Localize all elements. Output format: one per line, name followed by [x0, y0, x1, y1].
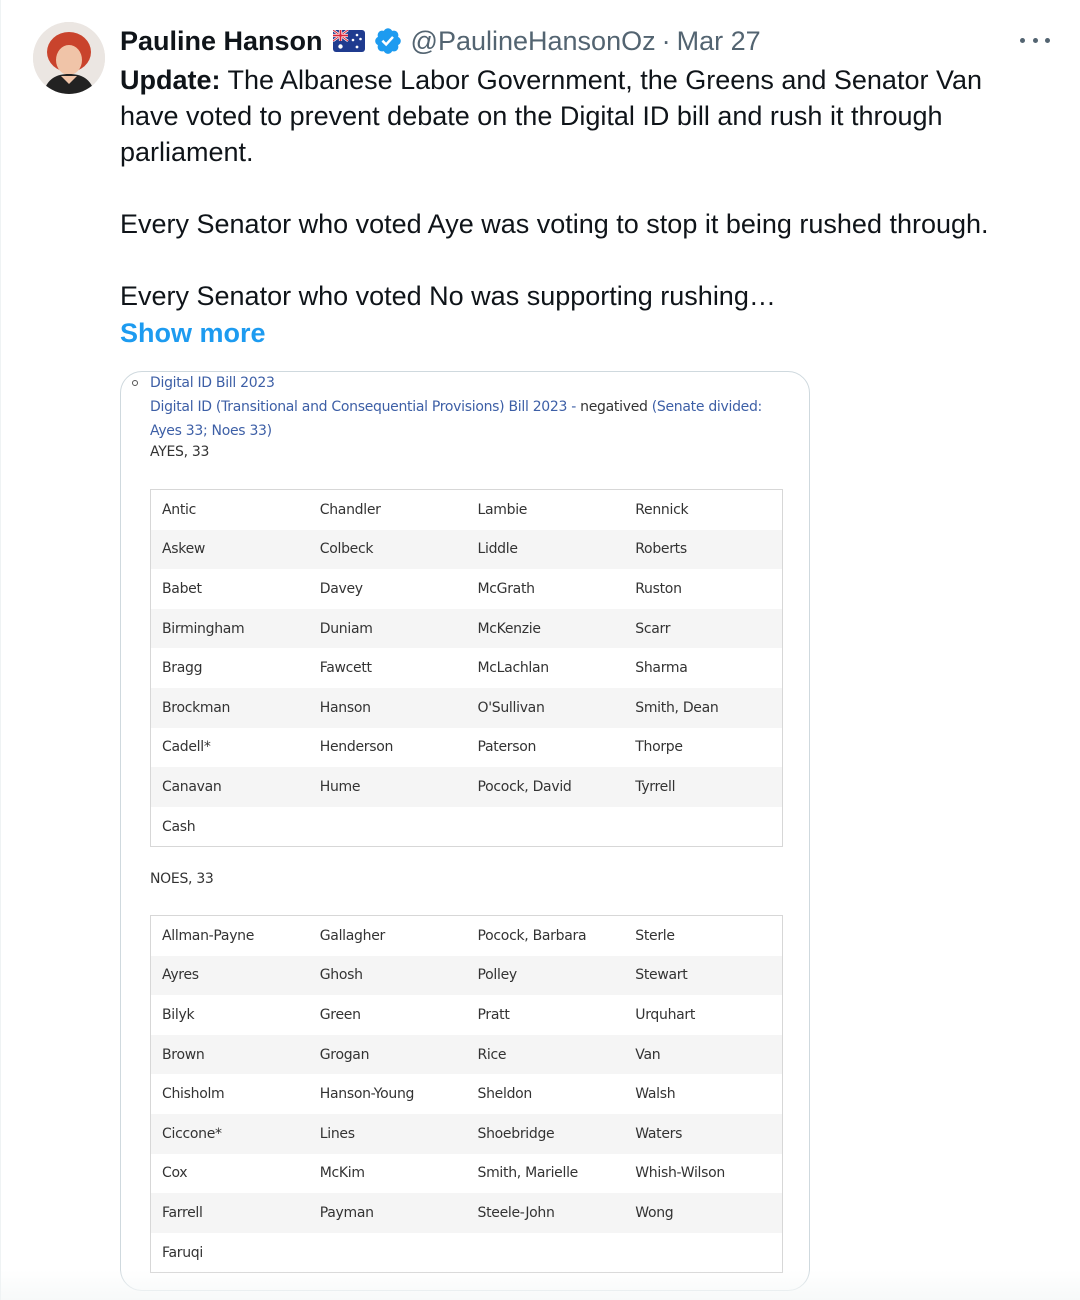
tweet-header: [120, 22, 761, 60]
senator-name-cell: Waters: [635, 1125, 683, 1142]
senator-name-cell: Chandler: [319, 501, 381, 518]
senator-name-cell: Hume: [319, 778, 361, 795]
senator-name-cell: Smith, Dean: [635, 699, 719, 716]
tweet-paragraph-1: The Albanese Labor Government, the Greens and Senator Van have voted to prevent debate on the Digital ID bill and rush it through parliament.: [120, 65, 982, 167]
table-row: [151, 1193, 782, 1233]
senator-name-cell: Babet: [162, 580, 202, 597]
senator-name-cell: Cadell*: [162, 739, 211, 756]
table-row: [151, 1114, 782, 1154]
senator-name-cell: Birmingham: [162, 620, 245, 637]
senator-name-cell: Davey: [319, 580, 363, 597]
senator-name-cell: Rice: [477, 1046, 507, 1063]
senator-name-cell: Tyrrell: [635, 778, 676, 795]
senator-name-cell: Shoebridge: [477, 1125, 555, 1142]
table-row: [151, 916, 782, 956]
senator-name-cell: Whish-Wilson: [635, 1165, 725, 1182]
table-row: [151, 995, 782, 1035]
tweet-paragraph-3: Every Senator who voted No was supporting rushing…: [120, 281, 776, 311]
australia-flag-icon: [333, 30, 365, 52]
senator-name-cell: Canavan: [162, 778, 222, 795]
table-row: [151, 807, 782, 847]
noes-table: [150, 915, 783, 1273]
senator-name-cell: Allman-Payne: [162, 927, 255, 944]
senator-name-cell: McKenzie: [477, 620, 541, 637]
senator-name-cell: Antic: [162, 501, 197, 518]
avatar-image: [33, 22, 105, 94]
bill-title-link[interactable]: Digital ID Bill 2023: [150, 375, 275, 391]
senator-name-cell: Farrell: [162, 1204, 203, 1221]
senator-name-cell: Rennick: [635, 501, 689, 518]
senator-name-cell: Askew: [162, 541, 206, 558]
senator-name-cell: Green: [319, 1006, 361, 1023]
senator-name-cell: Roberts: [635, 541, 687, 558]
senator-name-cell: Lambie: [477, 501, 528, 518]
senator-name-cell: O'Sullivan: [477, 699, 545, 716]
senator-name-cell: Paterson: [477, 739, 537, 756]
senator-name-cell: Chisholm: [162, 1086, 225, 1103]
senator-name-cell: Liddle: [477, 541, 518, 558]
division-link[interactable]: (Senate divided: Ayes 33; Noes 33): [150, 399, 762, 439]
tweet-paragraph-2: Every Senator who voted Aye was voting to stop it being rushed through.: [120, 209, 989, 239]
senator-name-cell: Duniam: [319, 620, 373, 637]
bullet-icon: [132, 380, 138, 386]
senator-name-cell: Smith, Marielle: [477, 1165, 578, 1182]
senator-name-cell: Grogan: [319, 1046, 370, 1063]
senator-name-cell: Brockman: [162, 699, 231, 716]
senator-name-cell: Van: [635, 1046, 661, 1063]
bill-subtitle: [150, 395, 790, 443]
senator-name-cell: Scarr: [635, 620, 671, 637]
table-row: [151, 569, 782, 609]
show-more-link[interactable]: Show more: [120, 318, 266, 348]
senator-name-cell: Bragg: [162, 660, 203, 677]
senator-name-cell: Cash: [162, 818, 196, 835]
table-row: [151, 956, 782, 996]
senator-name-cell: Henderson: [319, 739, 394, 756]
senator-name-cell: Ciccone*: [162, 1125, 222, 1142]
tweet-lead: Update:: [120, 65, 221, 95]
table-row: [151, 728, 782, 768]
senator-name-cell: Polley: [477, 967, 517, 984]
table-row: [151, 648, 782, 688]
senator-name-cell: McLachlan: [477, 660, 549, 677]
bill-result: negatived: [580, 399, 652, 415]
table-row: [151, 1074, 782, 1114]
senator-name-cell: Wong: [635, 1204, 674, 1221]
senator-name-cell: Payman: [319, 1204, 374, 1221]
table-row: [151, 1154, 782, 1194]
senator-name-cell: Faruqi: [162, 1244, 203, 1261]
senator-name-cell: Gallagher: [319, 927, 385, 944]
senator-name-cell: Pocock, Barbara: [477, 927, 587, 944]
table-row: [151, 530, 782, 570]
table-row: [151, 609, 782, 649]
author-handle[interactable]: @PaulineHansonOz: [410, 25, 656, 56]
attached-image[interactable]: [120, 371, 810, 1291]
tweet-text: [120, 62, 1040, 314]
senator-name-cell: Pratt: [477, 1006, 510, 1023]
senator-name-cell: Thorpe: [635, 739, 683, 756]
table-row: [151, 1035, 782, 1075]
more-options-icon[interactable]: [1020, 28, 1050, 52]
table-row: [151, 767, 782, 807]
ayes-label: AYES, 33: [150, 444, 210, 460]
avatar[interactable]: [33, 22, 105, 94]
verified-badge-icon[interactable]: [373, 26, 403, 56]
senator-name-cell: Hanson: [319, 699, 371, 716]
table-row: [151, 688, 782, 728]
table-row: [151, 1233, 782, 1273]
senator-name-cell: Urquhart: [635, 1006, 696, 1023]
senator-name-cell: Cox: [162, 1165, 188, 1182]
senator-name-cell: Sheldon: [477, 1086, 532, 1103]
senator-name-cell: Pocock, David: [477, 778, 572, 795]
table-row: [151, 490, 782, 530]
tweet-date[interactable]: Mar 27: [676, 25, 761, 56]
noes-label: NOES, 33: [150, 871, 214, 887]
author-name[interactable]: Pauline Hanson: [120, 25, 323, 56]
bill-subtitle-link[interactable]: Digital ID (Transitional and Consequential Provisions) Bill 2023 -: [150, 399, 581, 415]
senator-name-cell: McGrath: [477, 580, 535, 597]
senator-name-cell: Fawcett: [319, 660, 372, 677]
senator-name-cell: Brown: [162, 1046, 205, 1063]
senator-name-cell: Bilyk: [162, 1006, 195, 1023]
senator-name-cell: Ghosh: [319, 967, 363, 984]
senator-name-cell: Hanson-Young: [319, 1086, 415, 1103]
ayes-table: [150, 489, 783, 847]
separator-dot: ·: [661, 25, 671, 56]
senator-name-cell: McKim: [319, 1165, 365, 1182]
senator-name-cell: Steele-John: [477, 1204, 555, 1221]
senator-name-cell: Walsh: [635, 1086, 676, 1103]
senator-name-cell: Colbeck: [319, 541, 374, 558]
senator-name-cell: Ayres: [162, 967, 199, 984]
senator-name-cell: Ruston: [635, 580, 682, 597]
senator-name-cell: Sterle: [635, 927, 675, 944]
senator-name-cell: Stewart: [635, 967, 688, 984]
senator-name-cell: Sharma: [635, 660, 688, 677]
senator-name-cell: Lines: [319, 1125, 355, 1142]
